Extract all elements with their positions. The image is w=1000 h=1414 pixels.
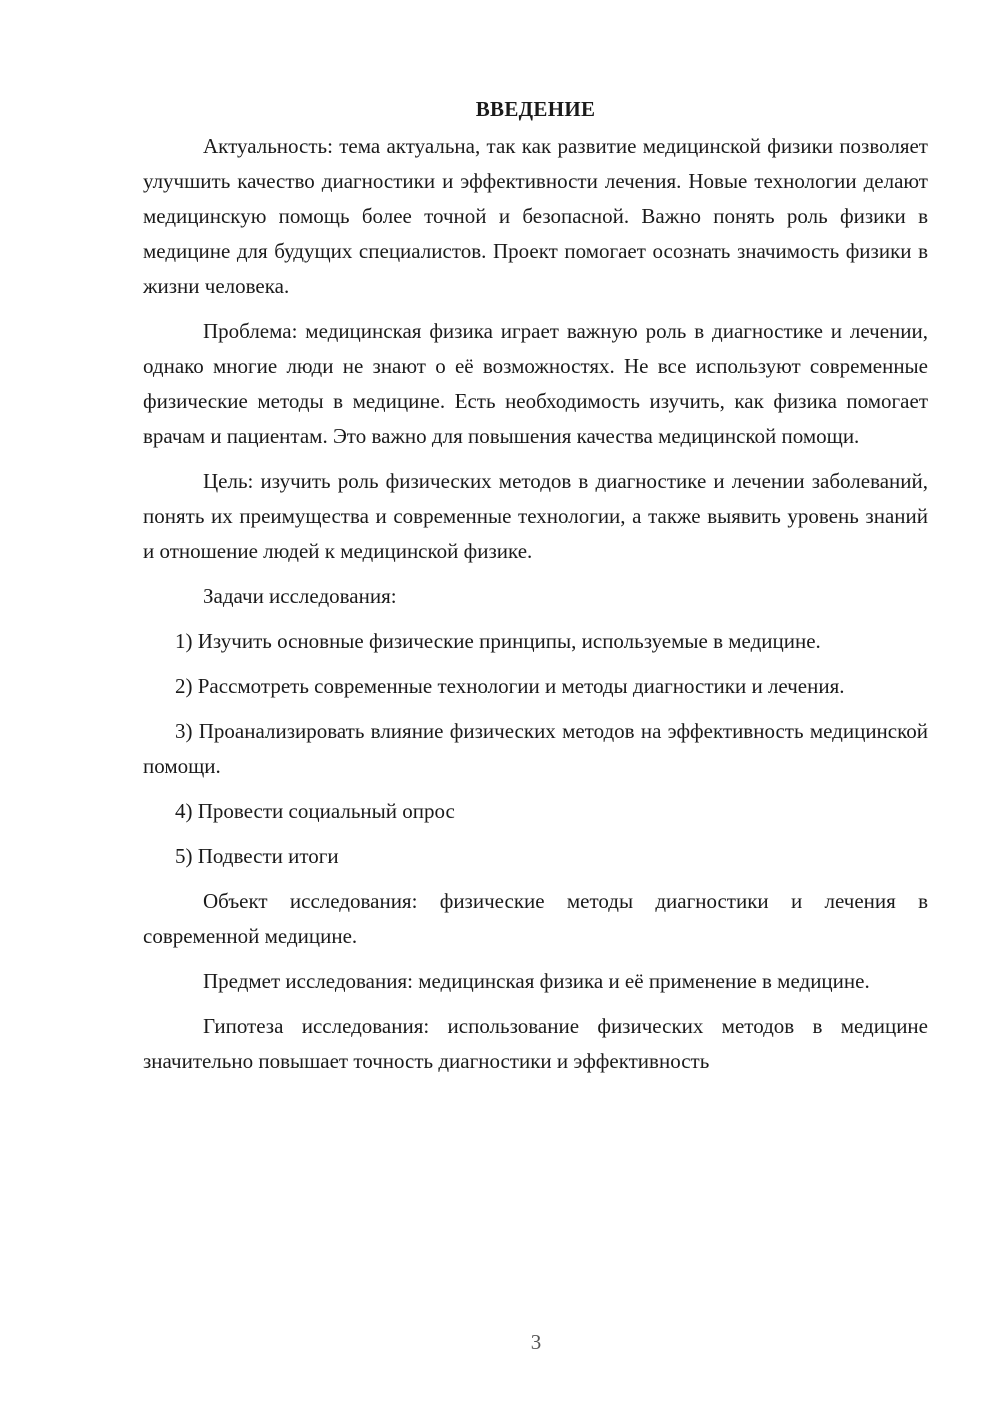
tasks-list <box>143 624 928 874</box>
object-paragraph: Объект исследования: физические методы диагностики и лечения в современной медицине. <box>143 889 928 948</box>
hypothesis-paragraph: Гипотеза исследования: использование физических методов в медицине значительно повышает точность диагностики и эффективность <box>143 1014 928 1073</box>
document-page <box>143 92 928 1089</box>
problem-paragraph: Проблема: медицинская физика играет важную роль в диагностике и лечении, однако многие люди не знают о её возможностях. Не все используют современные физические методы в медицине. Есть необходимость изучить, как физика помогает врачам и пациентам. Это важно для повышения качества медицинской помощи. <box>143 319 928 448</box>
relevance-paragraph: Актуальность: тема актуальна, так как развитие медицинской физики позволяет улучшить качество диагностики и эффективности лечения. Новые технологии делают медицинскую помощь более точной и безопасной. Важно понять роль физики в медицине для будущих специалистов. Проект помогает осознать значимость физики в жизни человека. <box>143 134 928 298</box>
task-item: 2) Рассмотреть современные технологии и методы диагностики и лечения. <box>175 674 845 698</box>
task-item: 3) Проанализировать влияние физических методов на эффективность медицинской помощи. <box>143 719 928 778</box>
task-item: 4) Провести социальный опрос <box>175 799 455 823</box>
subject-paragraph: Предмет исследования: медицинская физика и её применение в медицине. <box>203 969 870 993</box>
page-number: 3 <box>530 1330 542 1354</box>
tasks-heading: Задачи исследования: <box>203 584 397 608</box>
task-item: 5) Подвести итоги <box>175 844 339 868</box>
section-title: ВВЕДЕНИЕ <box>475 97 596 121</box>
task-item: 1) Изучить основные физические принципы, используемые в медицине. <box>175 629 821 653</box>
goal-paragraph: Цель: изучить роль физических методов в диагностике и лечении заболеваний, понять их преимущества и современные технологии, а также выявить уровень знаний и отношение людей к медицинской физике. <box>143 469 928 563</box>
